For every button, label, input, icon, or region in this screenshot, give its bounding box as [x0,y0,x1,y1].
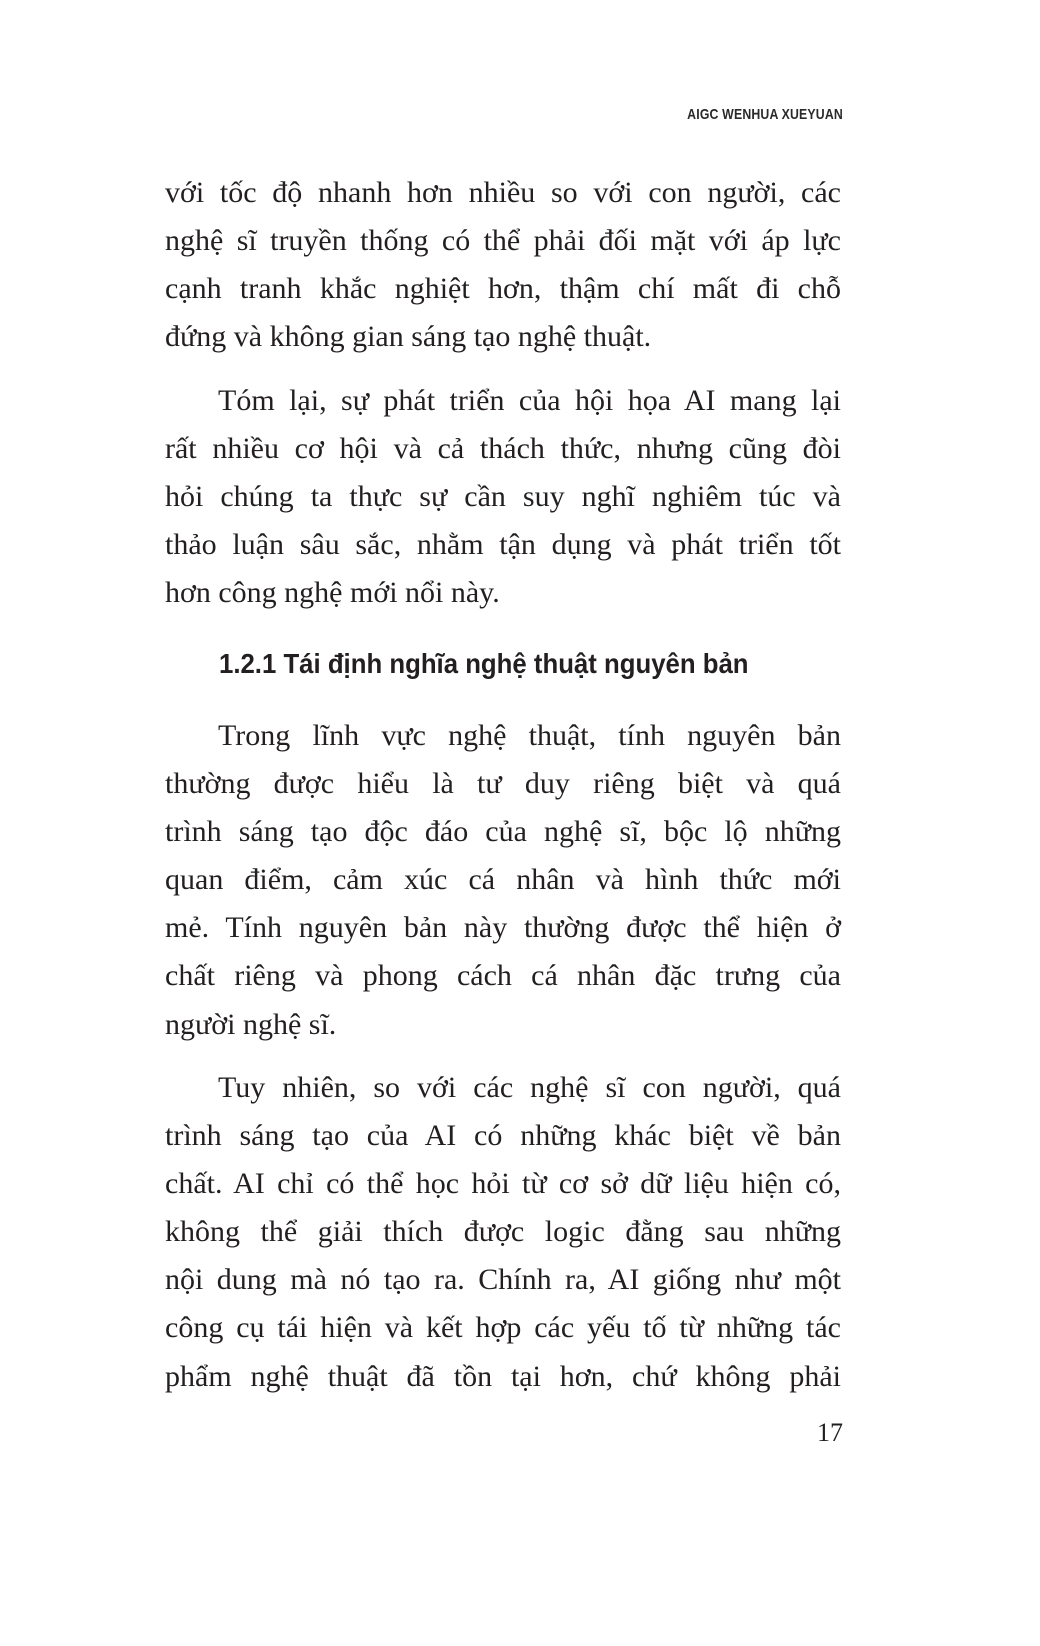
text-line: mẻ. Tính nguyên bản này thường được thể hiện ở [165,911,841,945]
text-line: đứng và không gian sáng tạo nghệ thuật. [165,320,652,354]
running-head: AIGC WENHUA XUEYUAN [687,106,843,123]
section-heading: 1.2.1 Tái định nghĩa nghệ thuật nguyên bản [219,648,749,679]
text-line: người nghệ sĩ. [165,1007,337,1041]
text-line: với tốc độ nhanh hơn nhiều so với con người, các [165,176,841,209]
text-line: Trong lĩnh vực nghệ thuật, tính nguyên bản [218,719,841,752]
paragraph-summary [165,377,841,617]
text-line: thường được hiểu là tư duy riêng biệt và quá [165,767,841,801]
text-line: Tóm lại, sự phát triển của hội họa AI mang lại [218,384,841,417]
text-line: Tuy nhiên, so với các nghệ sĩ con người, quá [218,1071,841,1104]
text-line: hơn công nghệ mới nổi này. [165,576,500,610]
text-line: công cụ tái hiện và kết hợp các yếu tố từ những tác [165,1311,841,1345]
text-line: cạnh tranh khắc nghiệt hơn, thậm chí mất đi chỗ [165,272,841,306]
text-line: thảo luận sâu sắc, nhằm tận dụng và phát triển tốt [165,528,841,562]
text-line: trình sáng tạo của AI có những khác biệt về bản [165,1119,841,1153]
paragraph-continuation [165,169,841,361]
text-line: nghệ sĩ truyền thống có thể phải đối mặt với áp lực [165,224,841,258]
text-line: rất nhiều cơ hội và cả thách thức, nhưng cũng đòi [165,432,841,466]
page-number: 17 [817,1418,843,1447]
text-line: trình sáng tạo độc đáo của nghệ sĩ, bộc lộ những [165,815,841,849]
text-line: hỏi chúng ta thực sự cần suy nghĩ nghiêm túc và [165,480,841,514]
paragraph-originality [165,712,841,1049]
text-line: chất. AI chỉ có thể học hỏi từ cơ sở dữ liệu hiện có, [165,1167,841,1201]
text-line: không thể giải thích được logic đằng sau những [165,1215,841,1249]
text-line: chất riêng và phong cách cá nhân đặc trưng của [165,959,841,993]
text-line: quan điểm, cảm xúc cá nhân và hình thức mới [165,863,841,897]
text-line: nội dung mà nó tạo ra. Chính ra, AI giống như một [165,1263,841,1297]
text-line: phẩm nghệ thuật đã tồn tại hơn, chứ không phải [165,1359,841,1393]
paragraph-ai-creation [165,1064,841,1401]
